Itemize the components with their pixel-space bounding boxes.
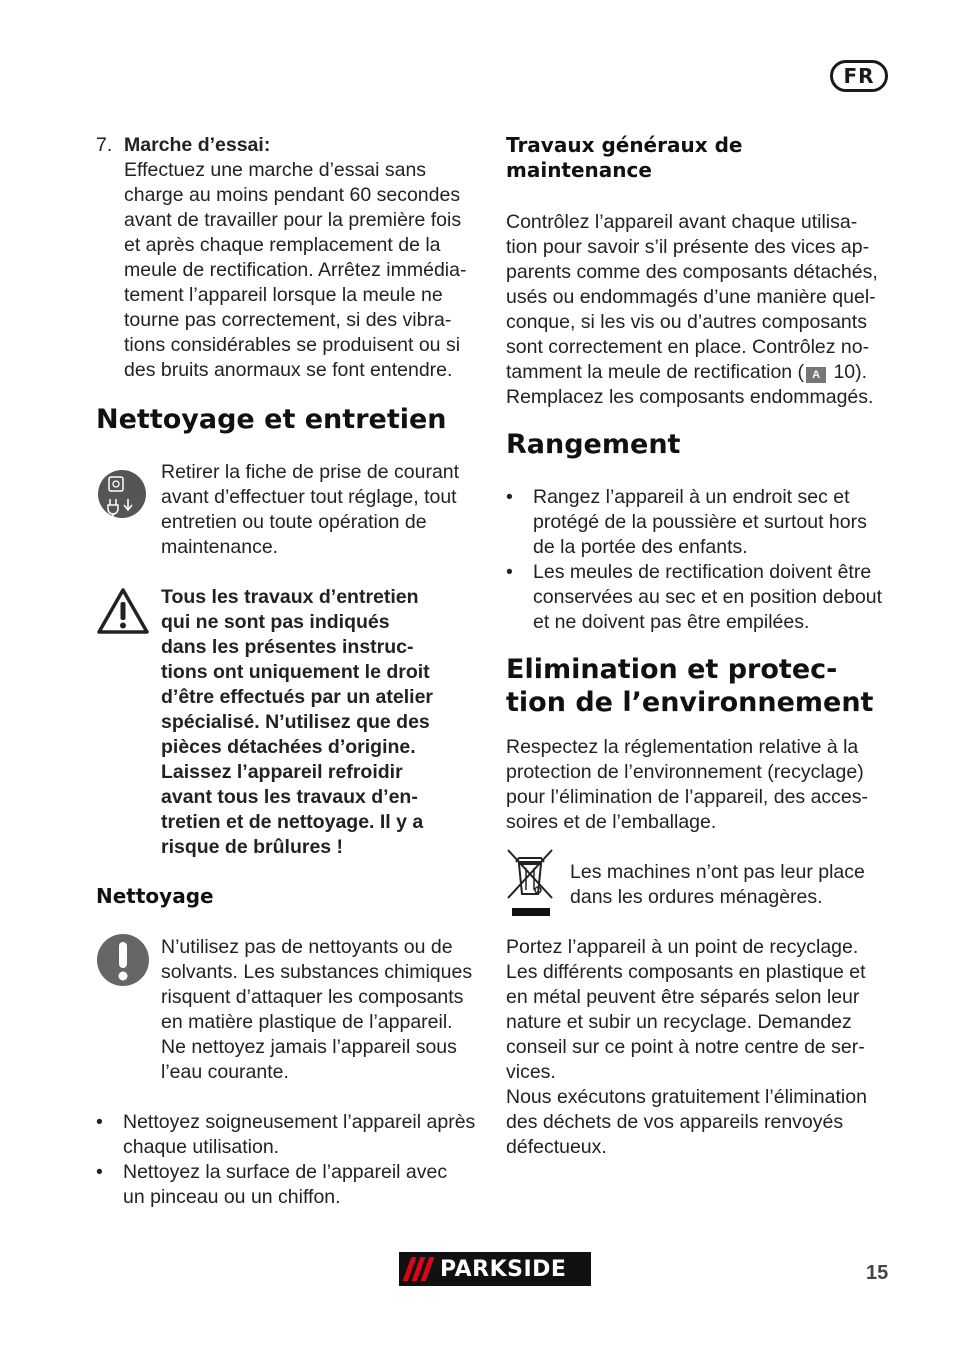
text-line: Contrôlez l’appareil avant chaque utilisa- [506, 211, 858, 233]
bullet-line: protégé de la poussière et surtout hors [533, 511, 867, 533]
warning-line: d’être effectués par un atelier [161, 686, 434, 708]
step-7 [96, 133, 486, 383]
text-line: sont correctement en place. Contrôlez no- [506, 336, 870, 358]
warning-line: spécialisé. N’utilisez que des [161, 711, 430, 733]
text-line: Respectez la réglementation relative à la [506, 736, 859, 758]
step-line: et après chaque remplacement de la [124, 234, 441, 256]
note-line: entretien ou toute opération de [161, 511, 427, 533]
step-title: Marche d’essai: [124, 134, 271, 156]
text-line: nature et subir un recyclage. Demandez [506, 1011, 852, 1033]
maintenance-text [506, 210, 896, 410]
note-line: l’eau courante. [161, 1061, 289, 1083]
cleaning-note [161, 935, 491, 1085]
storage-bullets [506, 485, 896, 635]
cleaning-bullets [96, 1110, 491, 1210]
note-line: en matière plastique de l’appareil. [161, 1011, 453, 1033]
step-number: 7. [96, 134, 113, 156]
bullet-line: • Les meules de rectification doivent être [533, 561, 872, 583]
text-line [506, 360, 896, 385]
title-line: Travaux généraux de [506, 133, 743, 157]
warning-line: tretien et de nettoyage. Il y a [161, 811, 424, 833]
warning-line: avant tous les travaux d’en- [161, 786, 418, 808]
warning-triangle-icon [96, 586, 150, 640]
unplug-icon [96, 467, 148, 525]
brand-logo [399, 1252, 591, 1286]
step-line: Effectuez une marche d’essai sans [124, 159, 427, 181]
language-badge: FR [830, 60, 888, 92]
list-item [506, 485, 896, 560]
ref-text: tamment la meule de rectification ( [506, 361, 805, 383]
step-line: tions considérables se produisent ou si [124, 334, 461, 356]
title-line: maintenance [506, 158, 652, 182]
disposal-title [506, 653, 906, 719]
list-item [96, 1110, 491, 1160]
note-line: Les machines n’ont pas leur place [570, 861, 865, 883]
warning-line: Tous les travaux d’entretien [161, 586, 419, 608]
bullet-line: • Rangez l’appareil à un endroit sec et [533, 486, 850, 508]
note-line: Retirer la fiche de prise de courant [161, 461, 460, 483]
text-line: des déchets de vos appareils renvoyés [506, 1111, 844, 1133]
note-line: risquent d’attaquer les composants [161, 986, 464, 1008]
warning-line: tions ont uniquement le droit [161, 661, 430, 683]
note-line: Ne nettoyez jamais l’appareil sous [161, 1036, 457, 1058]
text-line: vices. [506, 1061, 556, 1083]
figure-ref-tag: A [806, 367, 826, 383]
maintenance-title [506, 133, 896, 183]
ref-text: 10). [828, 361, 868, 383]
text-line: soires et de l’emballage. [506, 811, 717, 833]
text-line: conque, si les vis ou d’autres composants [506, 311, 867, 333]
weee-note [570, 860, 900, 910]
crossed-bin-icon [504, 846, 556, 924]
section-title-cleaning-maintenance: Nettoyage et entretien [96, 404, 447, 435]
note-line: N’utilisez pas de nettoyants ou de [161, 936, 453, 958]
cleaning-title: Nettoyage [96, 884, 214, 908]
step-line: tourne pas correctement, si des vibra- [124, 309, 452, 331]
bullet-line: chaque utilisation. [123, 1136, 280, 1158]
warning-line: risque de brûlures ! [161, 836, 344, 858]
text-line: Les différents composants en plastique et [506, 961, 866, 983]
disposal-text [506, 735, 896, 835]
step-line: avant de travailler pour la première fois [124, 209, 462, 231]
step-line: meule de rectification. Arrêtez immédia- [124, 259, 467, 281]
note-line: maintenance. [161, 536, 279, 558]
list-item [506, 560, 896, 635]
warning-text [161, 585, 491, 860]
note-line: solvants. Les substances chimiques [161, 961, 473, 983]
text-line: en métal peuvent être séparés selon leur [506, 986, 860, 1008]
warning-line: qui ne sont pas indiqués [161, 611, 390, 633]
text-line: Portez l’appareil à un point de recyclage. [506, 936, 859, 958]
note-line: avant d’effectuer tout réglage, tout [161, 486, 457, 508]
bullet-line: un pinceau ou un chiffon. [123, 1186, 341, 1208]
recycle-text [506, 935, 896, 1160]
unplug-note [161, 460, 491, 560]
bullet-line: et ne doivent pas être empilées. [533, 611, 810, 633]
text-line: protection de l’environnement (recyclage) [506, 761, 864, 783]
text-line: parents comme des composants détachés, [506, 261, 878, 283]
list-item [96, 1160, 491, 1210]
brand-name: PARKSIDE [440, 1256, 567, 1282]
text-line: conseil sur ce point à notre centre de ser- [506, 1036, 865, 1058]
warning-line: pièces détachées d’origine. [161, 736, 416, 758]
step-line: des bruits anormaux se font entendre. [124, 359, 453, 381]
warning-line: dans les présentes instruc- [161, 636, 414, 658]
text-line: Remplacez les composants endommagés. [506, 386, 874, 408]
bullet-line: • Nettoyez soigneusement l’appareil après [123, 1111, 476, 1133]
step-line: tement l’appareil lorsque la meule ne [124, 284, 443, 306]
step-line: charge au moins pendant 60 secondes [124, 184, 461, 206]
bullet-line: conservées au sec et en position debout [533, 586, 883, 608]
title-line: Elimination et protec- [506, 654, 838, 685]
title-line: tion de l’environnement [506, 687, 874, 718]
bullet-line: de la portée des enfants. [533, 536, 748, 558]
brand-slashes [407, 1257, 434, 1281]
page-number: 15 [866, 1262, 889, 1284]
text-line: Nous exécutons gratuitement l’élimination [506, 1086, 867, 1108]
storage-title: Rangement [506, 429, 681, 460]
warning-line: Laissez l’appareil refroidir [161, 761, 403, 783]
text-line: pour l’élimination de l’appareil, des acces- [506, 786, 869, 808]
bullet-line: • Nettoyez la surface de l’appareil avec [123, 1161, 448, 1183]
note-line: dans les ordures ménagères. [570, 886, 823, 908]
caution-exclamation-icon [96, 933, 150, 991]
text-line: tion pour savoir s’il présente des vices ap- [506, 236, 870, 258]
text-line: usés ou endommagés d’une manière quel- [506, 286, 876, 308]
text-line: défectueux. [506, 1136, 607, 1158]
